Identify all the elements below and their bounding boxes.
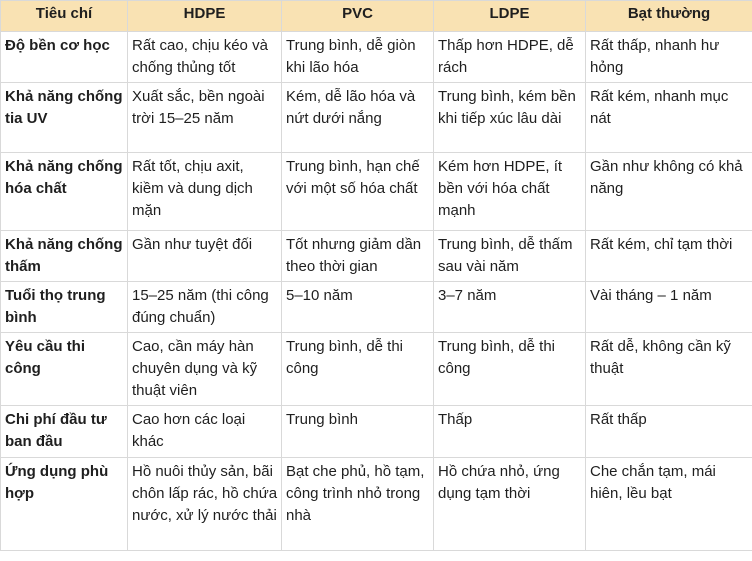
table-cell: Thấp [434,406,586,458]
table-cell: Hồ chứa nhỏ, ứng dụng tạm thời [434,458,586,551]
table-cell: Rất tốt, chịu axit, kiềm và dung dịch mặn [128,153,282,231]
table-cell: Tốt nhưng giảm dần theo thời gian [282,231,434,282]
table-cell: Trung bình [282,406,434,458]
table-cell: 15–25 năm (thi công đúng chuẩn) [128,282,282,333]
table-cell: Kém, dễ lão hóa và nứt dưới nắng [282,83,434,153]
table-cell: Cao hơn các loại khác [128,406,282,458]
header-hdpe: HDPE [128,1,282,32]
table-cell: Rất kém, chỉ tạm thời [586,231,752,282]
table-cell: Trung bình, dễ thi công [282,333,434,406]
table-header-row [1,1,752,32]
table-cell: Trung bình, dễ thi công [434,333,586,406]
table-cell: Gần như không có khả năng [586,153,752,231]
table-cell: Rất kém, nhanh mục nát [586,83,752,153]
table-cell: Rất thấp, nhanh hư hỏng [586,32,752,83]
table-cell: Trung bình, hạn chế với một số hóa chất [282,153,434,231]
table-cell: Gần như tuyệt đối [128,231,282,282]
header-regular-tarp: Bạt thường [586,1,752,32]
header-criteria: Tiêu chí [1,1,128,32]
table-row [1,231,752,282]
table-cell: 5–10 năm [282,282,434,333]
table-cell: Hồ nuôi thủy sản, bãi chôn lấp rác, hồ chứa nước, xử lý nước thải [128,458,282,551]
criteria-cell: Khả năng chống thấm [1,231,128,282]
table-row [1,333,752,406]
criteria-cell: Khả năng chống tia UV [1,83,128,153]
criteria-cell: Yêu cầu thi công [1,333,128,406]
criteria-cell: Độ bền cơ học [1,32,128,83]
table-cell: Trung bình, kém bền khi tiếp xúc lâu dài [434,83,586,153]
table-row [1,406,752,458]
table-cell: Che chắn tạm, mái hiên, lều bạt [586,458,752,551]
table-cell: Cao, cần máy hàn chuyên dụng và kỹ thuật viên [128,333,282,406]
table-cell: Kém hơn HDPE, ít bền với hóa chất mạnh [434,153,586,231]
table-cell: Rất dễ, không cần kỹ thuật [586,333,752,406]
table-cell: Rất cao, chịu kéo và chống thủng tốt [128,32,282,83]
table-row [1,282,752,333]
table-cell: Bạt che phủ, hồ tạm, công trình nhỏ trong nhà [282,458,434,551]
table-cell: 3–7 năm [434,282,586,333]
table-row [1,32,752,83]
table-cell: Rất thấp [586,406,752,458]
table-row [1,83,752,153]
header-ldpe: LDPE [434,1,586,32]
criteria-cell: Khả năng chống hóa chất [1,153,128,231]
table-cell: Thấp hơn HDPE, dễ rách [434,32,586,83]
table-cell: Trung bình, dễ giòn khi lão hóa [282,32,434,83]
criteria-cell: Chi phí đầu tư ban đầu [1,406,128,458]
table-row [1,153,752,231]
criteria-cell: Ứng dụng phù hợp [1,458,128,551]
header-pvc: PVC [282,1,434,32]
criteria-cell: Tuổi thọ trung bình [1,282,128,333]
table-cell: Xuất sắc, bền ngoài trời 15–25 năm [128,83,282,153]
table-row [1,458,752,551]
table-cell: Vài tháng – 1 năm [586,282,752,333]
table-cell: Trung bình, dễ thấm sau vài năm [434,231,586,282]
